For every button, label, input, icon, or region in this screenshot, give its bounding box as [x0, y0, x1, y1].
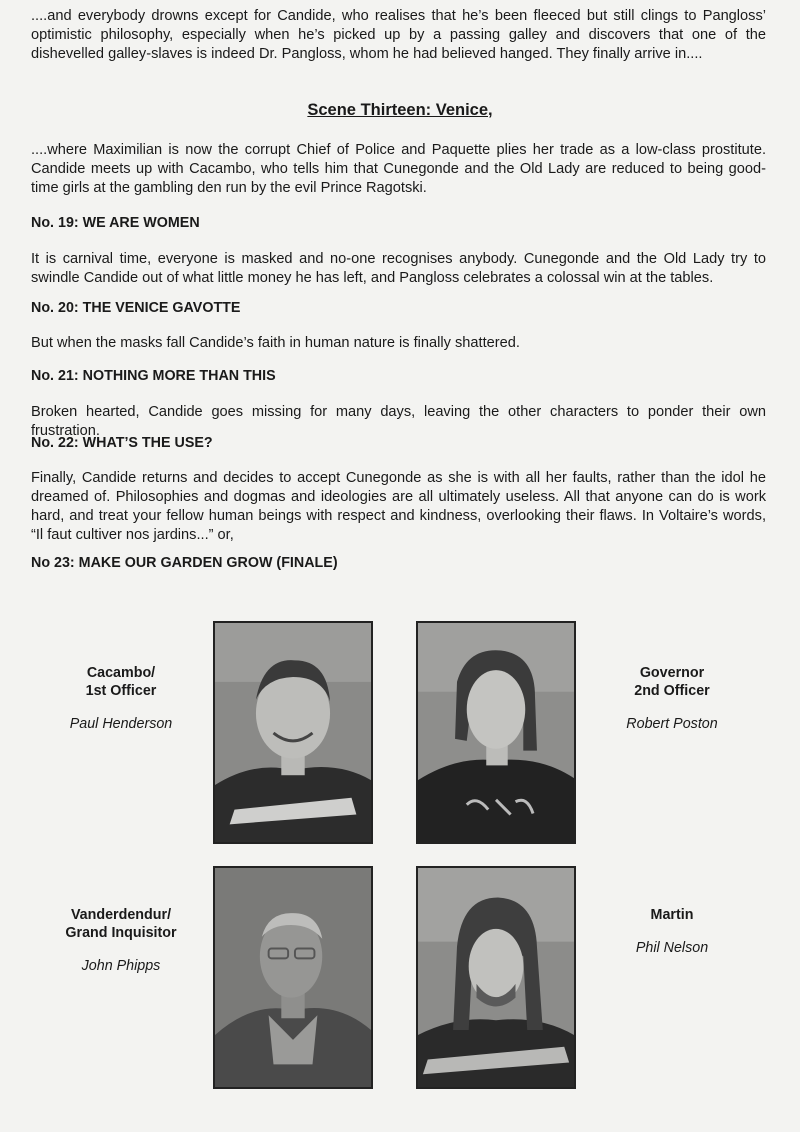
cast-entry-cacambo — [41, 664, 201, 732]
cast-photo-paul-henderson — [213, 621, 373, 844]
song-description-20: But when the masks fall Candide’s faith in human nature is finally shattered. — [31, 335, 520, 351]
cast-actor-name: Phil Nelson — [635, 940, 709, 956]
song-description-19: It is carnival time, everyone is masked and no-one recognises anybody. Cunegonde and the Old Lady try to swindle Candide out of what little money he has left, and Pangloss celebrates a colossal win at the tables. — [31, 251, 766, 286]
cast-photo-phil-nelson — [416, 866, 576, 1089]
song-title-22: No. 22: WHAT’S THE USE? — [31, 435, 213, 451]
cast-role — [41, 664, 201, 700]
cast-role-line-1: Martin — [650, 907, 694, 923]
scene-title: Scene Thirteen: Venice, — [307, 101, 493, 119]
cast-role-line-1: Vanderdendur/ — [70, 907, 172, 923]
scene-paragraph: ....where Maximilian is now the corrupt Chief of Police and Paquette plies her trade as a low-class prostitute. Candide meets up with Cacambo, who tells him that Cunegonde and the Old Lady are reduced to being good-time girls at the gambling den run by the evil Prince Ragotski. — [31, 142, 766, 196]
cast-actor-name: Paul Henderson — [69, 716, 173, 732]
song-description-block-22 — [31, 469, 766, 545]
cast-role-line-2: Grand Inquisitor — [65, 925, 177, 941]
song-description-22: Finally, Candide returns and decides to accept Cunegonde as she is with all her faults, rather than the idol he dreamed of. Philosophies and dogmas and ideologies are all ultimately useless. All that anyone can do is work hard, and treat your fellow human beings with respect and kindness, overlooking their flaws. In Voltaire’s words, “Il faut cultiver nos jardins...” or, — [31, 470, 766, 543]
cast-entry-martin — [592, 906, 752, 956]
cast-entry-governor — [592, 664, 752, 732]
song-description-block-19 — [31, 250, 766, 288]
cast-role — [592, 664, 752, 700]
cast-photo-robert-poston — [416, 621, 576, 844]
intro-paragraph-block — [31, 7, 766, 64]
song-title-20: No. 20: THE VENICE GAVOTTE — [31, 300, 241, 316]
cast-role-line-2: 2nd Officer — [634, 683, 710, 699]
song-description-21: Broken hearted, Candide goes missing for many days, leaving the other characters to ponder their own frustration. — [31, 404, 766, 439]
cast-role-line-2: 1st Officer — [85, 683, 157, 699]
cast-actor-name: John Phipps — [81, 958, 161, 974]
scene-paragraph-block — [31, 141, 766, 198]
cast-role — [592, 906, 752, 924]
cast-actor-name: Robert Poston — [626, 716, 718, 732]
song-title-23: No 23: MAKE OUR GARDEN GROW (FINALE) — [31, 555, 338, 571]
song-description-block-20 — [31, 334, 766, 353]
song-title-21: No. 21: NOTHING MORE THAN THIS — [31, 368, 276, 384]
cast-role — [41, 906, 201, 942]
cast-role-line-1: Cacambo/ — [86, 665, 156, 681]
song-title-19: No. 19: WE ARE WOMEN — [31, 215, 200, 231]
intro-paragraph: ....and everybody drowns except for Candide, who realises that he’s been fleeced but still clings to Pangloss’ optimistic philosophy, especially when he’s picked up by a passing galley and discovers that one of the dishevelled galley-slaves is indeed Dr. Pangloss, whom he had believed hanged. They finally arrive in.... — [31, 8, 766, 62]
cast-role-line-1: Governor — [639, 665, 705, 681]
cast-entry-vanderdendur — [41, 906, 201, 974]
cast-photo-john-phipps — [213, 866, 373, 1089]
